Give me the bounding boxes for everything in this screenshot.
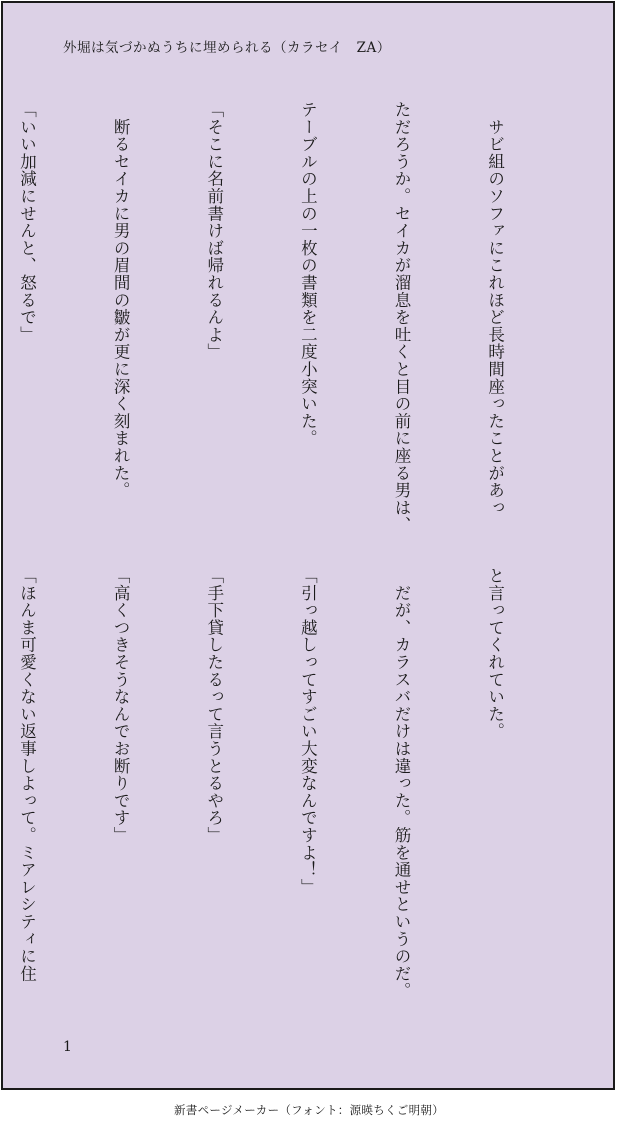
text-column: 「そこに名前書けば帰れるんよ」 bbox=[204, 101, 224, 361]
page-number: 1 bbox=[63, 1039, 72, 1055]
text-column: と言ってくれていた。 bbox=[485, 567, 505, 740]
footer-credit: 新書ページメーカー（フォント：源暎ちくご明朝） bbox=[173, 1103, 445, 1117]
text-column: テーブルの上の一枚の書類を二度小突いた。 bbox=[298, 101, 318, 447]
text-column: 「高くつきそうなんでお断りです」 bbox=[111, 567, 131, 844]
text-column: 「いい加減にせんと、怒るで」 bbox=[17, 101, 37, 344]
running-header-title: 外堀は気づかぬうちに埋められる（カラセイ ZA） bbox=[63, 40, 391, 56]
text-column: 「手下貸したるって言うとるやろ」 bbox=[204, 567, 224, 844]
lower-text-tier bbox=[17, 567, 573, 1000]
text-column: ただろうか。セイカが溜息を吐くと目の前に座る男は、 bbox=[391, 101, 411, 534]
text-column: 「引っ越しってすごい大変なんですよ！」 bbox=[298, 567, 318, 896]
text-column: サビ組のソファにこれほど長時間座ったことがあっ bbox=[485, 101, 505, 517]
text-column: 「ほんま可愛くない返事しよって。ミアレシティに住 bbox=[17, 567, 37, 983]
book-page bbox=[1, 1, 615, 1090]
text-column: だが、カラスバだけは違った。筋を通せというのだ。 bbox=[391, 567, 411, 1000]
upper-text-tier bbox=[17, 101, 573, 534]
text-column: 断るセイカに男の眉間の皺が更に深く刻まれた。 bbox=[111, 101, 131, 499]
